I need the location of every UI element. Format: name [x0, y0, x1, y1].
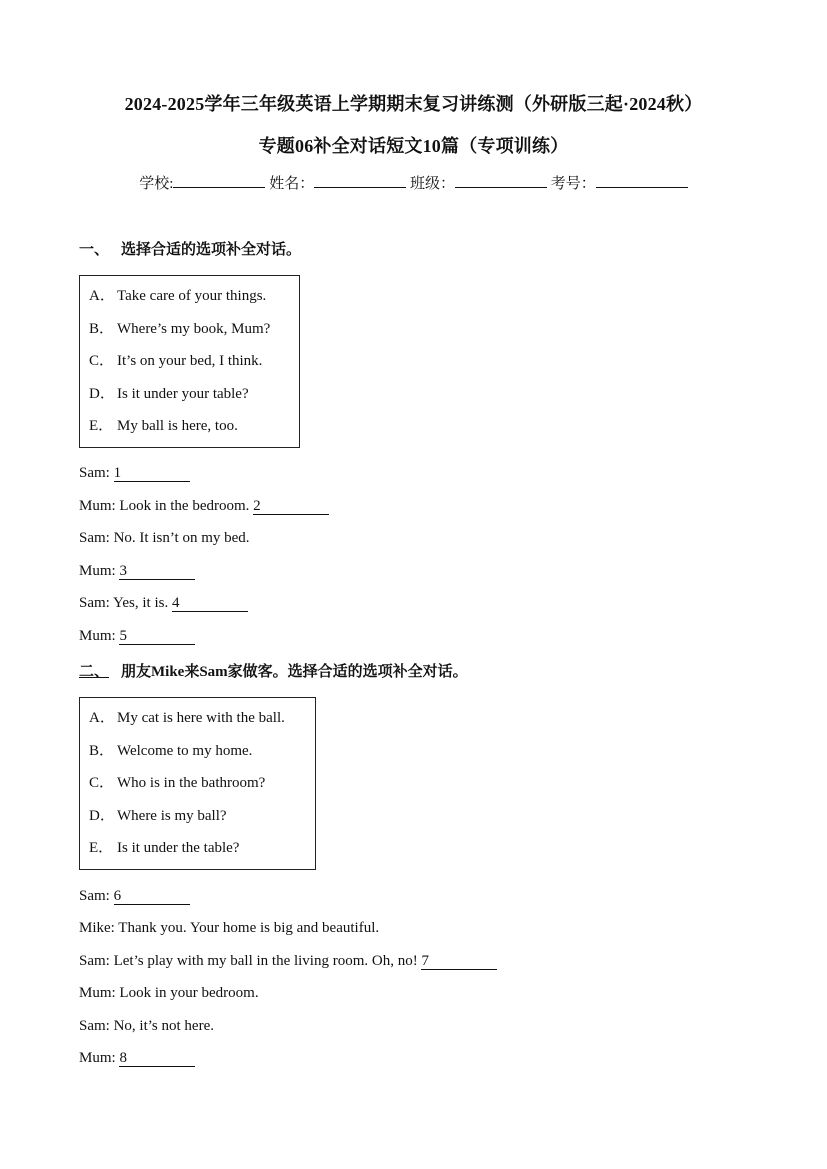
option-letter: C． — [89, 775, 115, 791]
option-text: Welcome to my home. — [117, 742, 253, 759]
option-e — [89, 832, 305, 865]
dialogue-line — [79, 628, 195, 645]
page-title: 2024-2025学年三年级英语上学期期末复习讲练测（外研版三起·2024秋） — [124, 94, 703, 114]
dialogue-text: Sam: No, it’s not here. — [79, 1018, 214, 1034]
option-text: My cat is here with the ball. — [117, 710, 285, 726]
school-label: 学校: — [139, 176, 174, 192]
class-blank[interactable] — [455, 173, 547, 188]
school-blank[interactable] — [173, 173, 265, 188]
dialogue-line — [79, 563, 195, 580]
dialogue-line — [79, 953, 497, 970]
answer-blank-8[interactable]: 8 — [119, 1051, 195, 1067]
section-2-instruction: 朋友Mike来Sam家做客。选择合适的选项补全对话。 — [121, 664, 468, 680]
option-text: Take care of your things. — [117, 288, 267, 304]
option-text: Where’s my book, Mum? — [117, 320, 271, 337]
page-subtitle: 专题06补全对话短文10篇（专项训练） — [258, 136, 569, 156]
answer-blank-5[interactable]: 5 — [119, 629, 195, 645]
option-letter: E． — [89, 418, 114, 434]
dialogue-line — [79, 920, 379, 937]
dialogue-line — [79, 1050, 195, 1067]
section-2-heading — [79, 660, 468, 681]
section-1-number: 一、 — [79, 242, 110, 258]
dialogue-text: Mum: Look in the bedroom. — [79, 498, 254, 514]
dialogue-line — [79, 595, 248, 612]
option-letter: D． — [89, 385, 115, 402]
class-label: 班级： — [409, 176, 455, 192]
answer-blank-1[interactable]: 1 — [114, 466, 190, 482]
dialogue-line — [79, 530, 250, 547]
option-a — [89, 280, 289, 313]
option-text: Is it under the table? — [117, 840, 240, 856]
answer-blank-3[interactable]: 3 — [119, 564, 195, 580]
dialogue-text: Mike: Thank you. Your home is big and beautiful. — [79, 920, 380, 936]
option-b — [89, 735, 305, 768]
dialogue-text: Mum: — [79, 628, 120, 644]
option-letter: B． — [89, 742, 115, 759]
option-c — [89, 345, 289, 378]
dialogue-text: Mum: — [79, 563, 120, 579]
dialogue-line — [79, 888, 190, 905]
section-2-options-box — [79, 697, 316, 870]
option-letter: E． — [89, 840, 114, 856]
section-1-heading — [79, 238, 301, 259]
dialogue-text: Sam: — [79, 465, 114, 481]
dialogue-text: Sam: No. It isn’t on my bed. — [79, 530, 250, 546]
dialogue-line — [79, 1018, 214, 1035]
option-d — [89, 800, 305, 833]
section-2-number: 二、 — [79, 664, 110, 680]
answer-blank-4[interactable]: 4 — [172, 596, 248, 612]
section-1-instruction: 选择合适的选项补全对话。 — [121, 242, 302, 258]
answer-blank-2[interactable]: 2 — [253, 499, 329, 515]
dialogue-line — [79, 498, 329, 515]
option-text: Where is my ball? — [117, 807, 227, 824]
option-letter: D． — [89, 807, 115, 824]
option-a — [89, 702, 305, 735]
name-label: 姓名： — [269, 176, 315, 192]
section-1-options-box — [79, 275, 300, 448]
option-e — [89, 410, 289, 443]
exam-number-blank[interactable] — [596, 173, 688, 188]
exam-number-label: 考号： — [550, 176, 596, 192]
option-letter: B． — [89, 320, 115, 337]
student-info-fields — [0, 172, 827, 193]
option-d — [89, 378, 289, 411]
dialogue-text: Mum: — [79, 1050, 120, 1066]
option-text: My ball is here, too. — [117, 418, 238, 434]
dialogue-text: Sam: Yes, it is. — [79, 595, 172, 611]
option-c — [89, 767, 305, 800]
option-text: Who is in the bathroom? — [117, 775, 266, 791]
option-text: It’s on your bed, I think. — [117, 353, 263, 369]
answer-blank-6[interactable]: 6 — [114, 889, 190, 905]
answer-blank-7[interactable]: 7 — [421, 954, 497, 970]
option-b — [89, 313, 289, 346]
option-letter: C． — [89, 353, 115, 369]
option-text: Is it under your table? — [117, 385, 249, 402]
dialogue-line — [79, 985, 259, 1002]
name-blank[interactable] — [314, 173, 406, 188]
dialogue-text: Sam: — [79, 888, 114, 904]
dialogue-text: Mum: Look in your bedroom. — [79, 985, 259, 1001]
option-letter: A． — [89, 288, 115, 304]
dialogue-line — [79, 465, 190, 482]
dialogue-text: Sam: Let’s play with my ball in the living room. Oh, no! — [79, 953, 422, 969]
option-letter: A． — [89, 710, 115, 726]
